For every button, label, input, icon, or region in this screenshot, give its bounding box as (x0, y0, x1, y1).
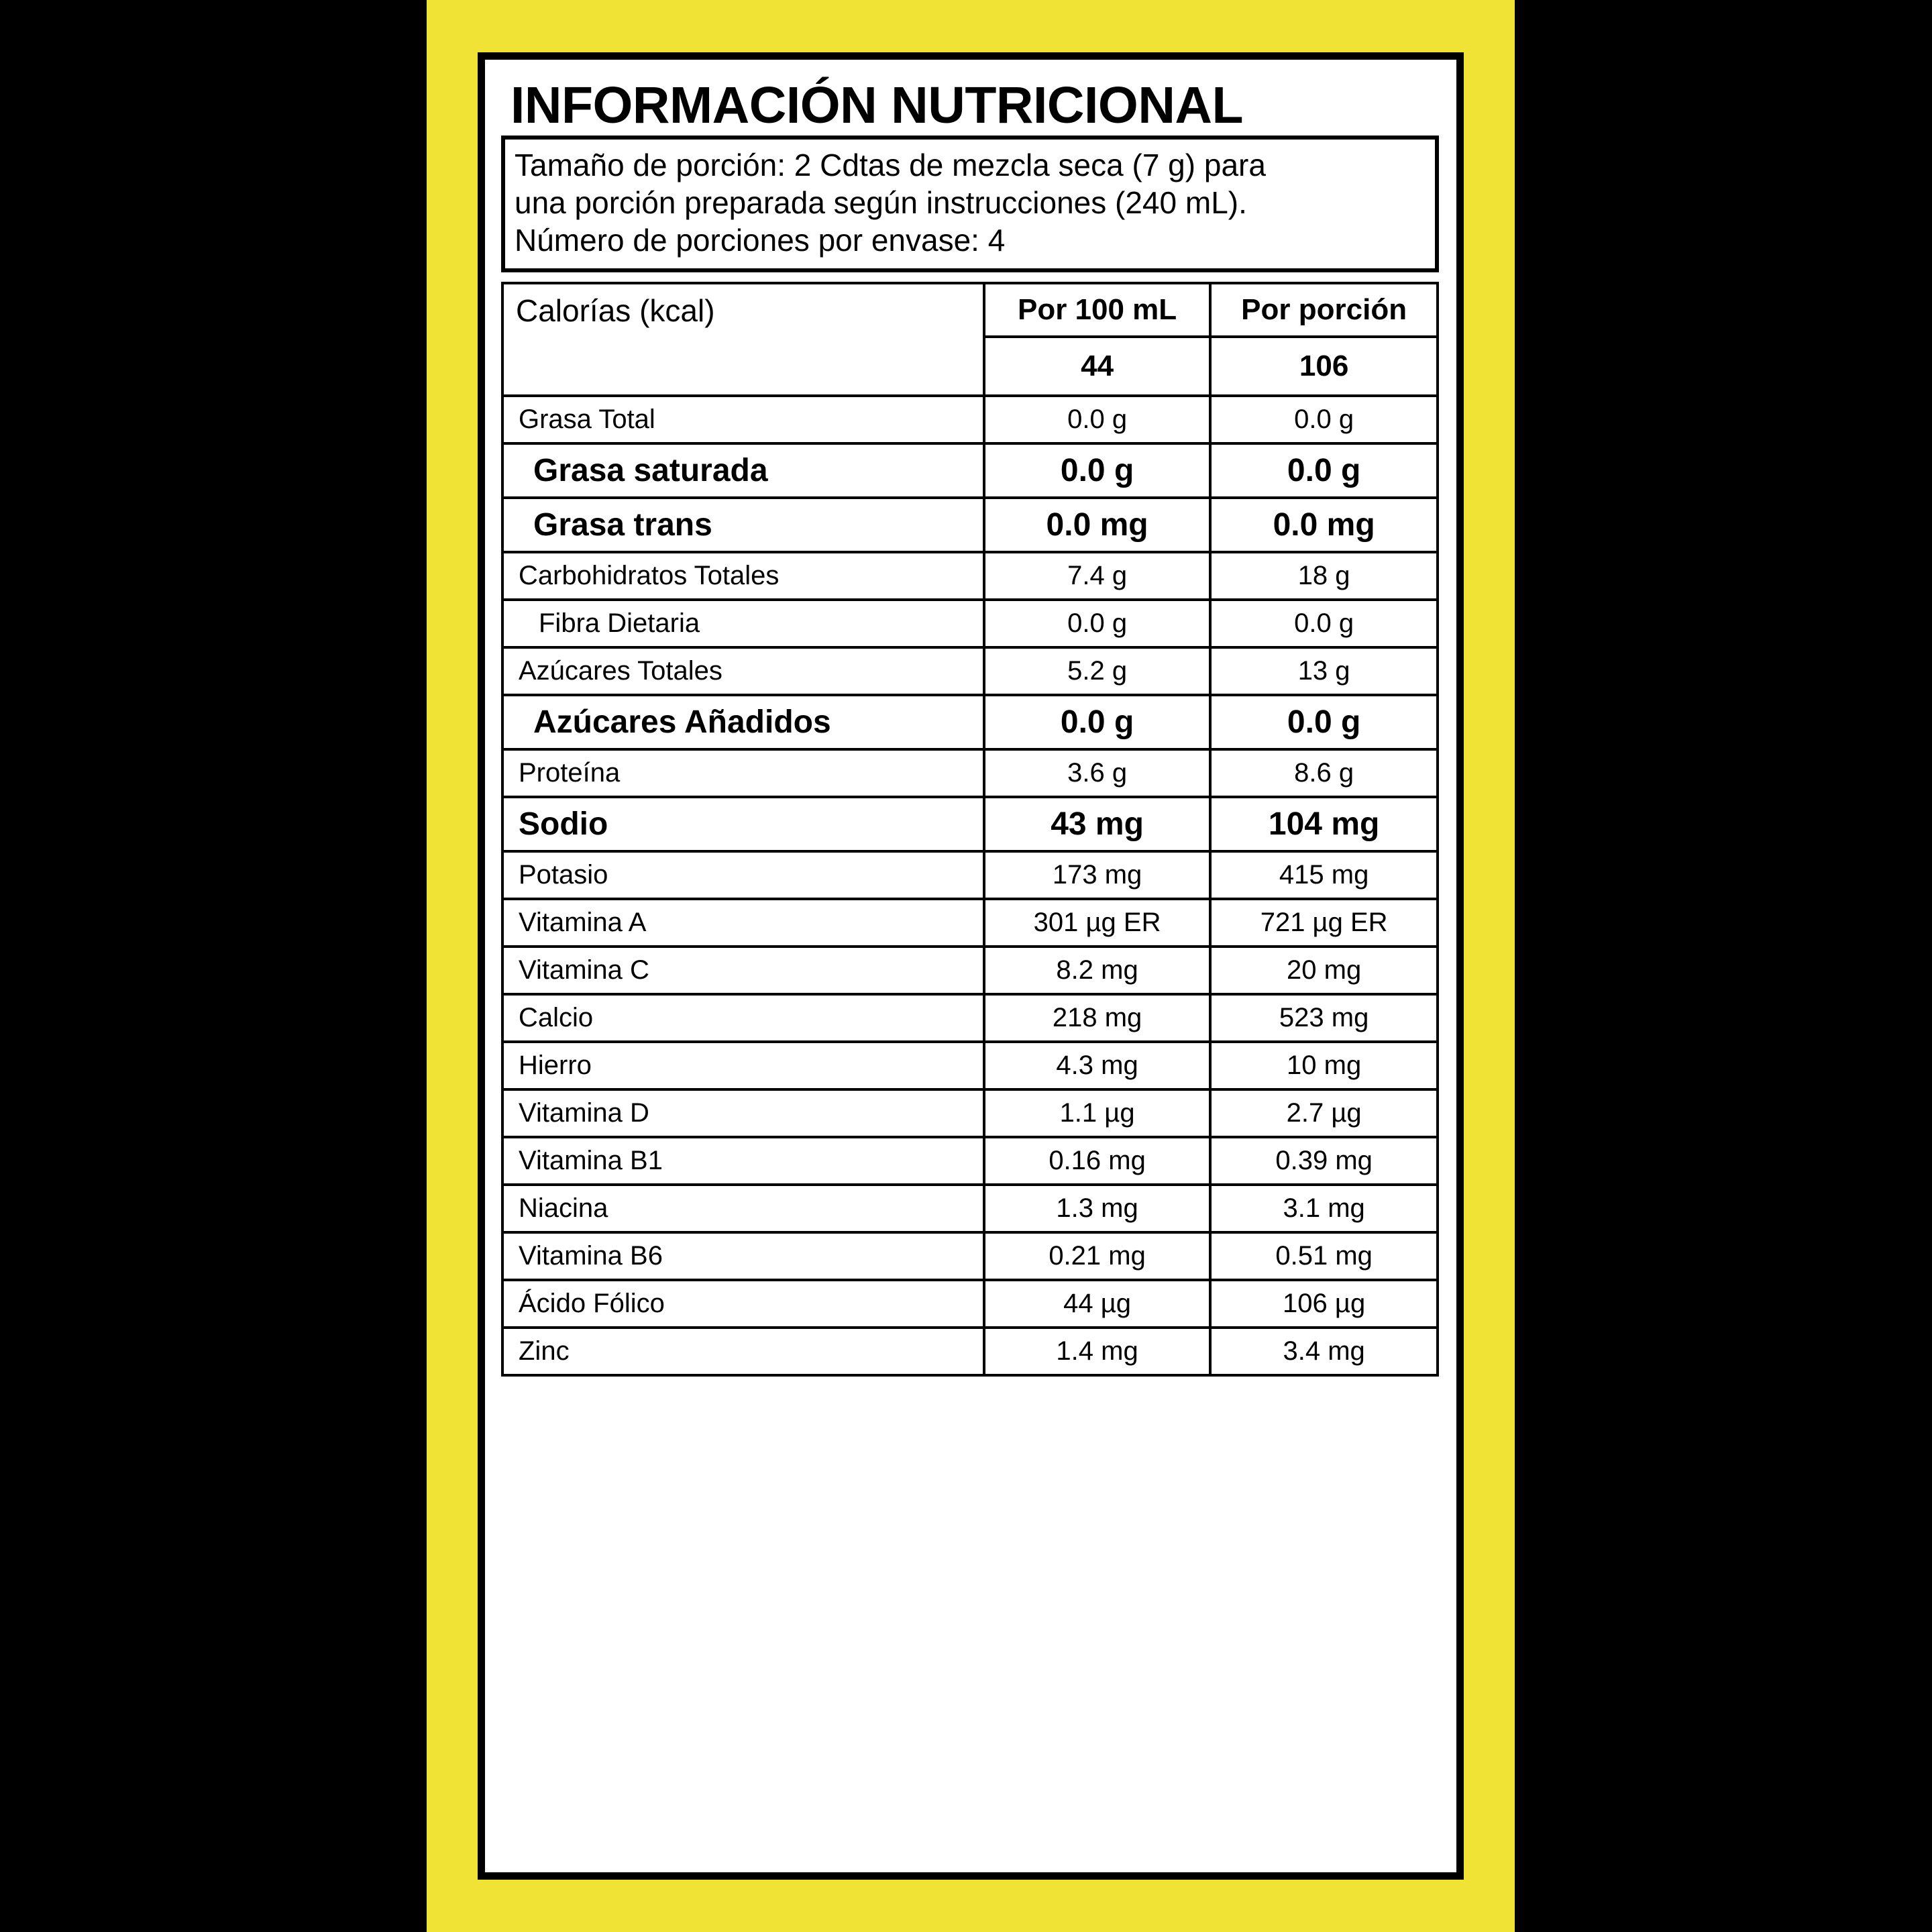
nutrient-value-per-serving: 8.6 g (1210, 749, 1438, 797)
nutrient-value-per-serving: 0.51 mg (1210, 1232, 1438, 1280)
nutrition-facts-inner (501, 74, 1439, 1377)
calories-label: Calorías (kcal) (502, 283, 984, 337)
serving-size-line-2: una porción preparada según instrucciones (240 mL). (515, 185, 1247, 221)
nutrient-name: Grasa saturada (502, 443, 984, 498)
nutrition-facts-panel (478, 52, 1464, 1880)
table-row (502, 1042, 1438, 1089)
nutrient-value-per-100ml: 301 µg ER (984, 899, 1210, 947)
nutrient-name: Zinc (502, 1328, 984, 1375)
nutrient-value-per-serving: 721 µg ER (1210, 899, 1438, 947)
nutrient-value-per-serving: 106 µg (1210, 1280, 1438, 1328)
table-row (502, 994, 1438, 1042)
nutrient-value-per-100ml: 1.1 µg (984, 1089, 1210, 1137)
nutrient-name: Vitamina D (502, 1089, 984, 1137)
nutrient-name: Grasa trans (502, 498, 984, 552)
table-row (502, 396, 1438, 443)
table-row (502, 552, 1438, 600)
calories-per-serving: 106 (1210, 337, 1438, 396)
table-row (502, 1280, 1438, 1328)
nutrient-value-per-serving: 0.0 g (1210, 695, 1438, 749)
nutrient-value-per-serving: 104 mg (1210, 797, 1438, 851)
nutrient-name: Azúcares Totales (502, 647, 984, 695)
table-row (502, 749, 1438, 797)
nutrition-table (501, 282, 1439, 1377)
nutrient-value-per-serving: 13 g (1210, 647, 1438, 695)
nutrient-value-per-serving: 0.0 g (1210, 600, 1438, 647)
nutrient-value-per-serving: 18 g (1210, 552, 1438, 600)
serving-size-line-1: Tamaño de porción: 2 Cdtas de mezcla seca (7 g) para (515, 148, 1266, 182)
table-row (502, 899, 1438, 947)
table-row (502, 695, 1438, 749)
nutrient-value-per-serving: 2.7 µg (1210, 1089, 1438, 1137)
nutrient-value-per-100ml: 0.0 g (984, 695, 1210, 749)
serving-information (501, 136, 1439, 272)
nutrient-value-per-serving: 10 mg (1210, 1042, 1438, 1089)
nutrient-value-per-100ml: 44 µg (984, 1280, 1210, 1328)
nutrient-value-per-100ml: 3.6 g (984, 749, 1210, 797)
table-row (502, 1185, 1438, 1232)
nutrient-name: Hierro (502, 1042, 984, 1089)
nutrient-name: Carbohidratos Totales (502, 552, 984, 600)
nutrient-name: Vitamina B1 (502, 1137, 984, 1185)
nutrient-name: Azúcares Añadidos (502, 695, 984, 749)
table-row (502, 1232, 1438, 1280)
table-header-row (502, 283, 1438, 337)
nutrient-name: Fibra Dietaria (502, 600, 984, 647)
nutrient-value-per-100ml: 1.4 mg (984, 1328, 1210, 1375)
table-row (502, 1089, 1438, 1137)
nutrient-value-per-100ml: 7.4 g (984, 552, 1210, 600)
nutrient-name: Vitamina C (502, 947, 984, 994)
nutrient-value-per-100ml: 0.0 g (984, 443, 1210, 498)
table-row (502, 600, 1438, 647)
nutrient-value-per-serving: 523 mg (1210, 994, 1438, 1042)
table-row (502, 443, 1438, 498)
nutrient-value-per-serving: 415 mg (1210, 851, 1438, 899)
nutrient-value-per-serving: 20 mg (1210, 947, 1438, 994)
nutrient-name: Ácido Fólico (502, 1280, 984, 1328)
servings-per-container: Número de porciones por envase: 4 (515, 223, 1006, 258)
nutrient-value-per-100ml: 8.2 mg (984, 947, 1210, 994)
nutrient-value-per-serving: 3.4 mg (1210, 1328, 1438, 1375)
calories-per-100ml: 44 (984, 337, 1210, 396)
nutrient-name: Vitamina B6 (502, 1232, 984, 1280)
nutrient-value-per-100ml: 0.21 mg (984, 1232, 1210, 1280)
nutrient-value-per-100ml: 218 mg (984, 994, 1210, 1042)
nutrient-value-per-100ml: 0.16 mg (984, 1137, 1210, 1185)
nutrient-name: Potasio (502, 851, 984, 899)
nutrient-value-per-serving: 0.0 mg (1210, 498, 1438, 552)
table-row (502, 647, 1438, 695)
nutrient-value-per-100ml: 0.0 mg (984, 498, 1210, 552)
table-row (502, 851, 1438, 899)
nutrient-name: Vitamina A (502, 899, 984, 947)
nutrient-value-per-serving: 0.39 mg (1210, 1137, 1438, 1185)
nutrient-name: Grasa Total (502, 396, 984, 443)
nutrient-value-per-100ml: 5.2 g (984, 647, 1210, 695)
calories-blank-cell (502, 337, 984, 396)
page-title: INFORMACIÓN NUTRICIONAL (511, 76, 1244, 134)
nutrient-value-per-100ml: 43 mg (984, 797, 1210, 851)
column-header-per-100ml: Por 100 mL (984, 283, 1210, 337)
nutrient-value-per-100ml: 173 mg (984, 851, 1210, 899)
nutrient-value-per-100ml: 0.0 g (984, 600, 1210, 647)
nutrient-value-per-100ml: 4.3 mg (984, 1042, 1210, 1089)
table-row (502, 1137, 1438, 1185)
nutrient-name: Calcio (502, 994, 984, 1042)
table-row (502, 498, 1438, 552)
nutrient-value-per-100ml: 1.3 mg (984, 1185, 1210, 1232)
table-row (502, 947, 1438, 994)
calories-values-row (502, 337, 1438, 396)
nutrient-value-per-100ml: 0.0 g (984, 396, 1210, 443)
nutrient-value-per-serving: 0.0 g (1210, 443, 1438, 498)
nutrient-name: Niacina (502, 1185, 984, 1232)
nutrient-value-per-serving: 3.1 mg (1210, 1185, 1438, 1232)
nutrient-name: Sodio (502, 797, 984, 851)
nutrient-value-per-serving: 0.0 g (1210, 396, 1438, 443)
table-row (502, 797, 1438, 851)
nutrient-name: Proteína (502, 749, 984, 797)
column-header-per-serving: Por porción (1210, 283, 1438, 337)
table-row (502, 1328, 1438, 1375)
